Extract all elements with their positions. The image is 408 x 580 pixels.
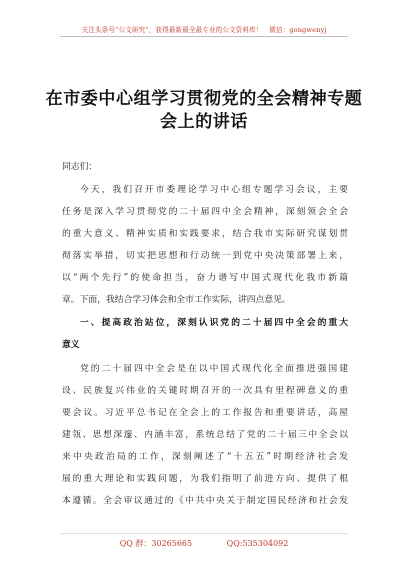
paragraph-2-line: 设、民族复兴伟业的关键时期召开的一次具有里程碑意义的重 [62,386,348,396]
paragraph-1-line: 任务是深入学习贯彻党的二十届四中全会精神，深刻领会全会 [62,207,348,217]
section-heading-line: 意义 [62,340,80,350]
header-banner: 关注头条号“公文研究”，获得最新最全最专业的公文资料库！ 微信：gongwenyj [81,26,327,34]
header-divider [60,36,348,37]
paragraph-2-line: 本遵循。全会审议通过的《中共中央关于制定国民经济和社会发 [62,496,348,506]
paragraph-2-line: 来中央政治局的工作，深刻阐述了“十五五”时期经济社会发 [62,452,348,462]
section-heading-line: 一、提高政治站位，深刻认识党的二十届四中全会的重大 [80,318,348,328]
salutation: 同志们： [62,162,98,172]
paragraph-1-line: 彻落实举措，切实把思想和行动统一到党中央决策部署上来， [62,251,348,261]
footer-qq-group: QQ 群：30265665 [119,539,193,548]
paragraph-1-line: 今天，我们召开市委理论学习中心组专题学习会议，主要 [80,185,348,195]
footer-divider [60,533,348,534]
paragraph-1-line: 章。下面，我结合学习体会和全市工作实际，讲四点意见。 [62,295,291,305]
paragraph-2-line: 党的二十届四中全会是在以中国式现代化全面推进强国建 [80,364,348,374]
paragraph-2-line: 要会议。习近平总书记在全会上的工作报告和重要讲话，高屋 [62,408,348,418]
document-title-line-2: 会上的讲话 [160,112,248,132]
footer-qq-number: QQ:535304092 [226,539,289,548]
footer-contact [0,538,408,549]
paragraph-1-line: 的重大意义、精神实质和实践要求，结合我市实际研究谋划贯 [62,229,348,239]
paragraph-2-line: 展的重大理论和实践问题，为我们指明了前进方向、提供了根 [62,474,348,484]
paragraph-1-line: 以“两个先行”的使命担当，奋力谱写中国式现代化我市新篇 [62,273,348,283]
document-title-line-1: 在市委中心组学习贯彻党的全会精神专题 [45,89,363,109]
paragraph-2-line: 建瓴、思想深邃、内涵丰富，系统总结了党的二十届三中全会以 [62,430,348,440]
